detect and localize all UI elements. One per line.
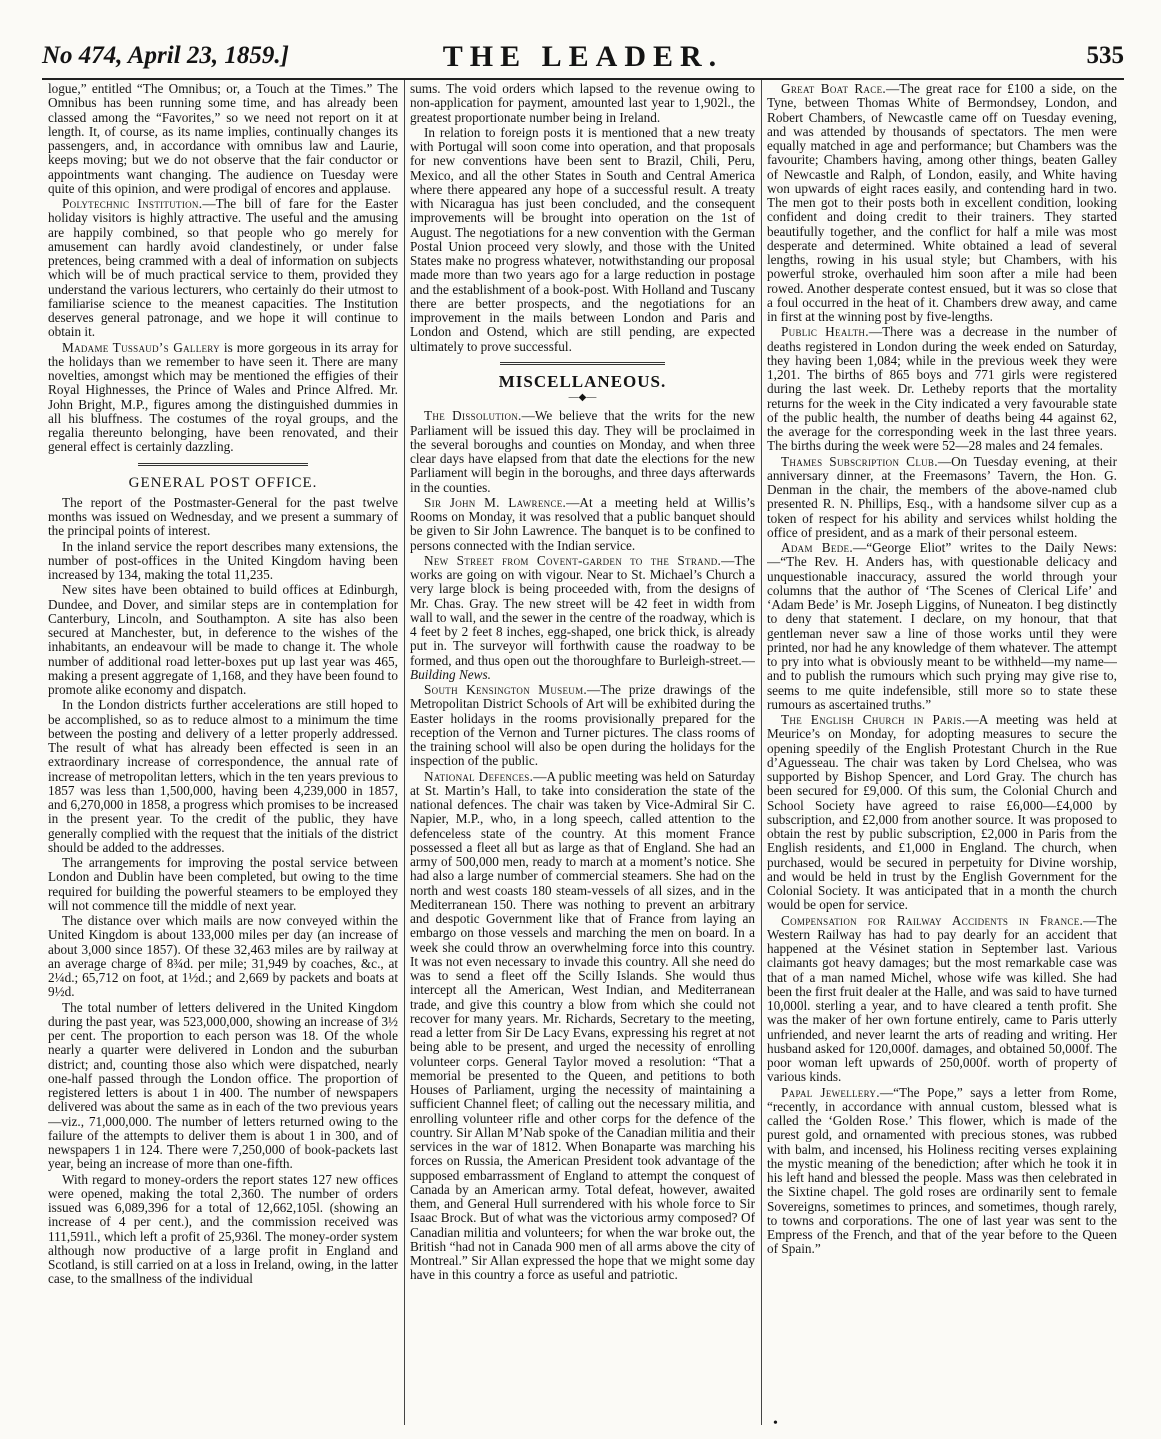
article-body: —The Western Railway has had to pay dearly for an accident that happened at the Vésinet station in September last. Various claimants got heavy damages; but the most remarkable case was that of a man named Michel, whose wife was killed. She had been the first fruit dealer at the Halle, and was said to have turned 10,000l. sterling a year, and to have cleared a tenth profit. She was the maker of her own fortune entirely, came to Paris utterly unfriended, and never learnt the arts of reading and writing. Her husband asked for 120,000f. damages, and obtained 50,000f. The poor woman left upwards of 250,000f. worth of property of various kinds.	[767, 912, 1117, 1085]
article-body: —A meeting was held at Meurice’s on Monday, for adopting measures to secure the opening speedily of the English Protestant Church in the Rue d’Aguesseau. The chair was taken by Lord Chelsea, who was supported by Bishop Spencer, and Lord Gray. The church has been secured for £9,000. Of this sum, the Colonial Church and School Society have agreed to raise £6,000—£4,000 by subscription, and £2,000 from another source. It was proposed to obtain the rest by public subscription, £2,000 in Paris from the English residents, and £1,000 in England. The church, when purchased, would be secured in perpetuity for Divine worship, and would be held in trust by the English Government for the Colonial Society. It was anticipated that in a month the church would be open for service.	[767, 712, 1117, 913]
paragraph: In the London districts further accelerations are still hoped to be accomplished, so as to reduce almost to a minimum the time between the posting and delivery of a letter properly addressed. The result of what has already been effected is seen in an extraordinary increase of correspondence, the annual rate of increase of metropolitan letters, which in the ten years previous to 1857 was less than 1,500,000, having been 4,239,000 in 1857, and 6,270,000 in 1858, a progress which promises to be increased in the present year. To the credit of the public, they have generally complied with the request that the initials of the district should be added to the addresses.	[48, 697, 398, 855]
article-lawrence	[410, 496, 755, 553]
article-heading: Papal Jewellery.	[781, 1084, 880, 1100]
article-body: —There was a decrease in the number of deaths registered in London during the week ended on Saturday, they having been 1,084; while in the previous week they were 1,201. The births of 865 boys and 771 girls were registered during the last week. Dr. Letheby reports that the mortality returns for the week in the City indicated a very favourable state of the public health, the number of deaths being 44 against 62, the average for the corresponding week in the last three years. The births during the week were 52—28 males and 24 females.	[767, 324, 1117, 454]
article-heading: Compensation for Railway Accidents in France.	[781, 912, 1084, 928]
article-heading: Public Health.	[781, 324, 869, 340]
article-heading: Sir John M. Lawrence.	[424, 494, 567, 510]
paragraph: The report of the Postmaster-General for the past twelve months was issued on Wednesday, and we present a summary of the principal points of interest.	[48, 494, 398, 539]
article-papal-jewellery	[767, 1086, 1117, 1257]
article-heading: Madame Tussaud’s Gallery	[62, 339, 220, 355]
article-heading: The English Church in Paris.	[781, 712, 966, 727]
article-body: —“George Eliot” writes to the Daily News:—“The Rev. H. Anders has, with questionable delicacy and unquestionable inaccuracy, assured the world through your columns that the author of ‘The Scenes of Clerical Life’ and ‘Adam Bede’ is Mr. Joseph Liggins, of Nuneaton. I beg distinctly to deny that statement. I declare, on my honour, that that gentleman never saw a line of those works until they were printed, nor had he any knowledge of them whatever. The attempt to pry into what is obviously meant to be withheld—my name—and to publish the rumours which such prying may give rise to, seems to me quite indefensible, still more so to state these rumours as ascertained truths.”	[767, 540, 1117, 712]
article-source: Building News.	[410, 666, 491, 682]
newspaper-title: THE LEADER.	[442, 40, 724, 73]
column-3	[767, 82, 1117, 1422]
article-polytechnic	[48, 197, 398, 340]
article-body: —On Tuesday evening, at their anniversary dinner, at the Freemasons’ Tavern, the Hon. G. Denman in the chair, the members of the above-named club presented R. N. Phillips, Esq., with a handsome silver cup as a token of respect for his ability and services whilst holding the office of president, and as a mark of their personal esteem.	[767, 453, 1117, 540]
column-1	[48, 82, 398, 1422]
paragraph: With regard to money-orders the report states 127 new offices were opened, making the total 2,360. The number of orders issued was 6,089,396 for a total of 12,662,105l. (showing an increase of 4 per cent.), and the commission received was 111,591l., which left a profit of 25,936l. The money-order system although now productive of a large profit in England and Scotland, is still carried on at a loss in Ireland, owing, in the latter case, to the smallness of the individual	[48, 1171, 398, 1287]
article-kensington	[410, 683, 755, 769]
masthead-rule	[42, 78, 1124, 80]
paragraph: New sites have been obtained to build offices at Edinburgh, Dundee, and Dover, and similar steps are in contemplation for Canterbury, Lincoln, and Southampton. A site has also been secured at Manchester, but, in deference to the wishes of the inhabitants, an endeavour will be made to change it. The whole number of additional road letter-boxes put up last year was 465, making a present aggregate of 1,168, and they have been found to promote alike economy and dispatch.	[48, 582, 398, 697]
article-heading: Great Boat Race.	[781, 82, 887, 96]
column-2	[410, 82, 755, 1422]
article-heading: Adam Bede.	[781, 540, 853, 555]
article-heading: New Street from Covent-garden to the Strand.	[424, 552, 722, 568]
column-divider	[761, 80, 762, 1425]
section-title: GENERAL POST OFFICE.	[128, 474, 318, 491]
issue-date: No 474, April 23, 1859.]	[42, 42, 289, 69]
article-body: —We believe that the writs for the new Parliament will be issued this day. They will be proclaimed in the several boroughs and counties on Monday, and when three clear days have elapsed from that date the elections for the new Parliament will begin in the boroughs, and three days afterwards in the counties.	[410, 408, 755, 495]
column-divider	[404, 80, 405, 1425]
masthead	[42, 40, 1124, 80]
page-number: 535	[1086, 42, 1124, 69]
paragraph: The total number of letters delivered in the United Kingdom during the past year, was 523,000,000, showing an increase of 3½ per cent. The proportion to each person was 18. Of the whole nearly a quarter were delivered in London and the suburban district; and, counting those also which were dispatched, nearly one-half passed through the London office. The proportion of registered letters is about 1 in 400. The number of newspapers delivered was about the same as in each of the two previous years—viz., 71,000,000. The number of letters returned owing to the failure of the attempts to deliver them is about 1 in 300, and of newspapers 1 in 124. There were 7,250,000 of book-packets last year, being an increase of more than one-fifth.	[48, 999, 398, 1172]
article-dissolution	[410, 409, 755, 495]
article-body: —A public meeting was held on Saturday at St. Martin’s Hall, to take into consideration the state of the national defences. The chair was taken by Vice-Admiral Sir C. Napier, M.P., who, in a long speech, called attention to the defenceless state of the country. At this moment France possessed a fleet all but as large as that of England. She had an army of 500,000 men, ready to march at a moment’s notice. She had also a large number of commercial steamers. She had on the north and west coasts 180 steam-vessels of all sizes, and in the Mediterranean 150. There was nothing to prevent an arbitrary and despotic Government like that of France from laying an embargo on those vessels and marching the men on board. In a week she could throw an overwhelming force into this country. It was not even necessary to invade this country. All she need do was to send a fleet off the Scilly Islands. She would thus intercept all the American, West Indian, and Mediterranean trade, and give this country a blow from which she could not recover for many years. Mr. Richards, Secretary to the meeting, read a letter from Sir De Lacy Evans, expressing his regret at not being able to be present, and urged the necessity of enrolling volunteer corps. General Taylor moved a resolution: “That a memorial be presented to the Queen, and petitions to both Houses of Parliament, urging the necessity of maintaining a sufficient Channel fleet; of calling out the necessary militia, and enrolling volunteer rifle and other corps for the defence of the country. Sir Allan M’Nab spoke of the Canadian militia and their services in the war of 1812. When Bonaparte was marching his forces on Russia, the American President took advantage of the supposed embarrassment of England to attempt the conquest of Canada by an American army. Total defeat, however, awaited them, and General Hull surrendered with his whole force to Sir Isaac Brock. But of what was the victorious army composed? Of Canadian militia and volunteers; for when the war broke out, the British “had not in Canada 900 men of all arms above the city of Montreal.” Sir Allan expressed the hope that we might some day have in this country a force as useful and patriotic.	[410, 768, 755, 1283]
article-heading: The Dissolution.	[424, 408, 522, 424]
article-body: —The prize drawings of the Metropolitan District Schools of Art will be exhibited during the Easter holidays in the rooms provisionally prepared for the reception of the Vernon and Turner pictures. The class rooms of the training school will also be open during the holidays for the inspection of the public.	[410, 682, 755, 769]
section-rule	[500, 362, 665, 365]
paragraph: The arrangements for improving the postal service between London and Dublin have been completed, but owing to the time required for building the powerful steamers to be employed they will not commence till the middle of next year.	[48, 855, 398, 913]
section-title: MISCELLANEOUS.	[498, 371, 667, 391]
article-thames-club	[767, 455, 1117, 541]
article-body: —The great race for £100 a side, on the Tyne, between Thomas White of Bermondsey, London, and Robert Chambers, of Newcastle came off on Tuesday evening, and was attended by thousands of spectators. The men were equally matched in age and performance; but Chambers was the favourite; Chambers having, among other things, beaten Galley of Newcastle and Ralph, of London, easily, and White having won upwards of eight races easily, and contending hard in two. The men got to their posts both in excellent condition, looking confident and doing credit to their trainers. They started beautifully together, and the conflict for half a mile was most desperate and determined. White obtained a lead of several lengths, rowing in his usual style; but Chambers, with his powerful stroke, overhauled him soon after a mile had been rowed. Another desperate contest ensued, but it was so close that a foul occurred in the heat of it. Chambers drew away, and came in first at the winning post by five-lengths.	[767, 82, 1117, 324]
article-defences	[410, 770, 755, 1283]
paragraph: sums. The void orders which lapsed to the revenue owing to non-application for payment, amounted last year to 1,902l., the greatest proportionate number being in Ireland.	[410, 82, 755, 125]
paragraph: In the inland service the report describes many extensions, the number of post-offices in the United Kingdom having been increased by 134, making the total 11,235.	[48, 538, 398, 582]
article-heading: Thames Subscription Club.	[781, 453, 938, 469]
article-heading: National Defences.	[424, 768, 534, 784]
article-body: —“The Pope,” says a letter from Rome, “recently, in accordance with annual custom, blessed what is called the ‘Golden Rose.’ This flower, which is made of the purest gold, and ornamented with precious stones, was rubbed with balm, and incensed, his Holiness reciting verses explaining the mystic meaning of the benediction; after which he took it in his left hand and blessed the people. Mass was then celebrated in the Sixtine chapel. The gold roses are ordinarily sent to female Sovereigns, sometimes to princes, and sometimes, though rarely, to towns and corporations. The one of last year was sent to the Empress of the French, and that of the year before to the Queen of Spain.”	[767, 1084, 1117, 1257]
article-adam-bede	[767, 541, 1117, 712]
article-body: —The works are going on with vigour. Near to St. Michael’s Church a very large block is being proceeded with, from the designs of Mr. Chas. Gray. The new street will be 42 feet in width from wall to wall, and the sewer in the centre of the roadway, which is 4 feet by 2 feet 8 inches, egg-shaped, one brick thick, is already put in. The surveyor will forthwith cause the roadway to be formed, and thus open out the thoroughfare to Burleigh-street.—	[410, 552, 755, 668]
section-rule	[138, 463, 308, 466]
article-english-church	[767, 713, 1117, 913]
article-public-health	[767, 325, 1117, 453]
article-body: —At a meeting held at Willis’s Rooms on Monday, it was resolved that a public banquet should be given to Sir John Lawrence. The banquet is to be confined to persons connected with the Indian service.	[410, 494, 755, 553]
paragraph: The distance over which mails are now conveyed within the United Kingdom is about 133,000 miles per day (an increase of about 3,000 since 1857). Of these 32,463 miles are by railway at an average charge of 8¾d. per mile; 31,949 by coaches, &c., at 2¼d.; 65,712 on foot, at 1½d.; and 2,669 by packets and boats at 9½d.	[48, 913, 398, 1000]
article-heading: South Kensington Museum.	[424, 682, 587, 697]
article-railway-compensation	[767, 914, 1117, 1085]
paragraph: logue,” entitled “The Omnibus; or, a Touch at the Times.” The Omnibus has been running some time, and has already been classed among the “Favorites,” so we need not report on it at length. It, of course, as its name implies, continually changes its passengers, and, in accordance with omnibus law and Laurie, keeps moving; but we do not observe that the fair conductor or appointments want changing. The audience on Tuesday were quite of this opinion, and were prodigal of encores and applause.	[48, 82, 398, 196]
article-boat-race	[767, 82, 1117, 324]
article-heading: Polytechnic Institution.	[62, 196, 203, 211]
article-new-street	[410, 554, 755, 682]
article-body: —The bill of fare for the Easter holiday visitors is highly attractive. The useful and the amusing are happily combined, so that people who go merely for amusement can hardly avoid clandestinely, or under false pretences, being crammed with a deal of information on subjects which will be of much practical service to them, provided they understand the various lecturers, who certainly do their utmost to familiarise science to the meanest capacities. The Institution deserves general patronage, and we hope it will continue to obtain it.	[48, 196, 398, 340]
bottom-dot-mark: •	[773, 1416, 778, 1431]
article-body: is more gorgeous in its array for the holidays than we remember to have seen it. There are many novelties, amongst which may be mentioned the effigies of their Royal Highnesses, the Prince of Wales and Prince Alfred. Mr. John Bright, M.P., figures among the distinguished dummies in all his bluffness. The costumes of the royal groups, and the regalia thereunto belonging, have been renovated, and their general effect is certainly dazzling.	[48, 339, 398, 455]
paragraph: In relation to foreign posts it is mentioned that a new treaty with Portugal will soon come into operation, and that proposals for new conventions have been sent to Brazil, Chili, Peru, Mexico, and all the other States in South and Central America where there appeared any hope of a successful result. A treaty with Nicaragua has just been concluded, and the consequent improvements will be brought into operation on the 1st of August. The negotiations for a new convention with the German Postal Union proceed very slowly, and those with the United States make no progress whatever, notwithstanding our proposal made more than two years ago for a large reduction in postage and the establishment of a book-post. With Holland and Tuscany there are better prospects, and the negotiations for an improvement in the mails between London and Paris and London and Ostend, which are still pending, are expected ultimately to prove successful.	[410, 124, 755, 354]
ornament-divider: —◆—	[568, 392, 597, 403]
article-tussaud	[48, 341, 398, 455]
